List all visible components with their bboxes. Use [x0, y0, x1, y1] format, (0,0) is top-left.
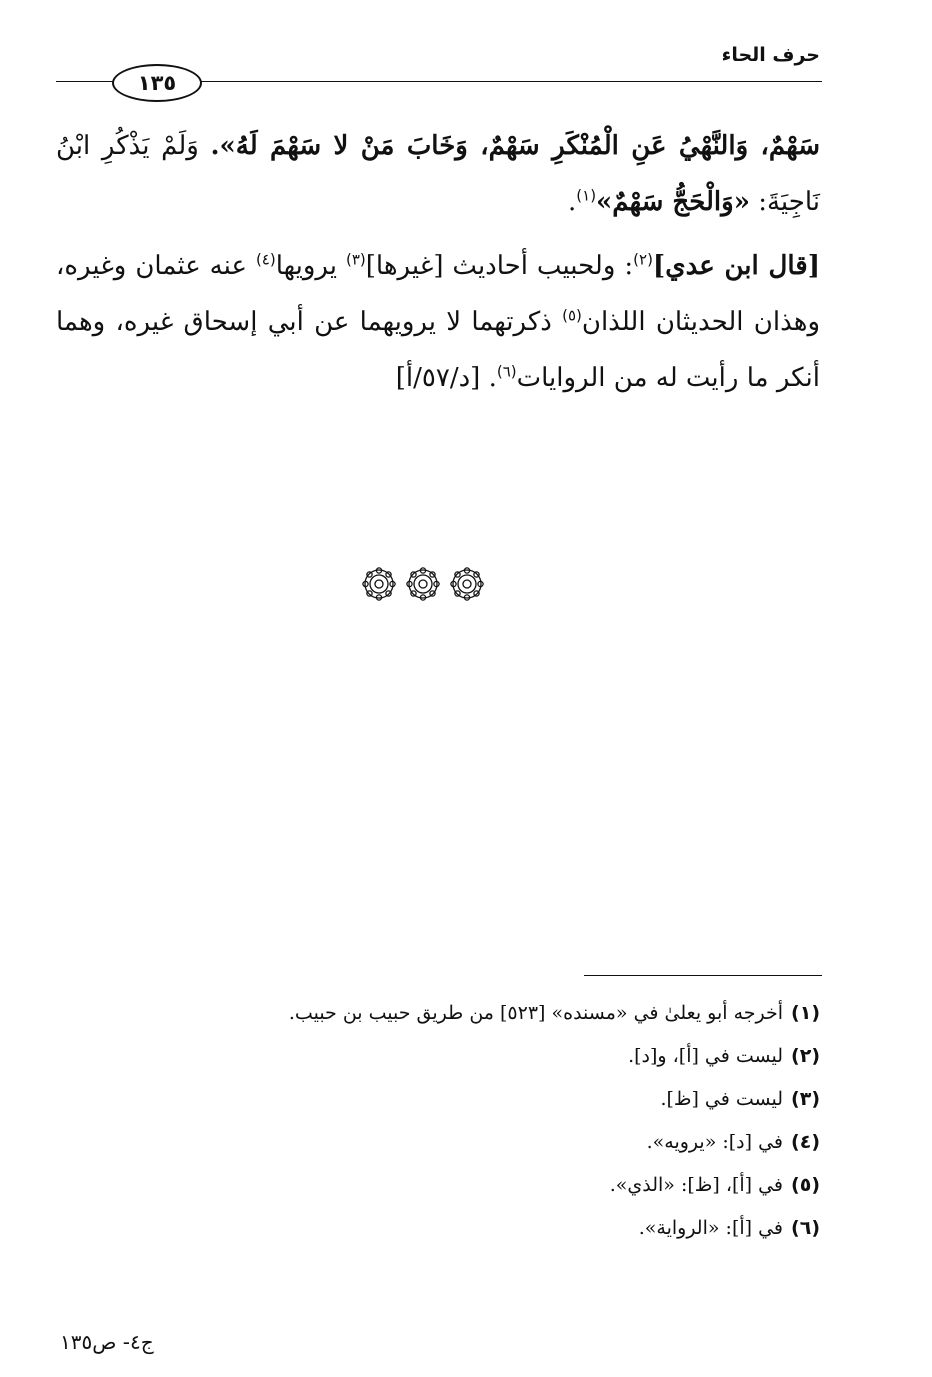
footnote-number: (٣) [791, 1088, 820, 1110]
footnote-item [56, 1078, 820, 1121]
page-number: ١٣٥ [137, 71, 177, 95]
footnote-item [56, 1035, 820, 1078]
footnote-item [56, 992, 820, 1035]
footnote-item [56, 1121, 820, 1164]
footnote-marker-4: (٤) [255, 250, 276, 269]
footnote-marker-5: (٥) [562, 306, 582, 325]
paragraph-text: ذكرتهما لا يرويهما عن أبي إسحاق غيره، وهما أنكر ما رأيت له من الروايات [56, 307, 820, 393]
footnote-number: (١) [791, 1002, 820, 1024]
paragraph-text: وَلَمْ يَذْكُرِ ابْنُ نَاجِيَةَ: [56, 131, 820, 217]
floral-ornament-icon [362, 567, 396, 601]
footnote-number: (٦) [791, 1217, 820, 1239]
ibn-adi-label: [قال ابن عدي] [652, 251, 821, 281]
paragraph-end: . [568, 187, 577, 217]
footnote-number: (٤) [791, 1131, 820, 1153]
footnote-marker-3: (٣) [345, 250, 366, 269]
footnote-text: ليست في [ظ]. [660, 1088, 784, 1110]
footnote-item [56, 1164, 820, 1207]
footnote-text: في [أ]، [ظ]: «الذي». [609, 1174, 784, 1196]
hadith-quote-2: «وَالْحَجُّ سَهْمٌ» [596, 187, 750, 217]
footnote-marker-2: (٢) [633, 250, 653, 269]
footnote-text: في [أ]: «الرواية». [638, 1217, 784, 1239]
paragraph-text: يرويها [275, 251, 346, 281]
chapter-title: حرف الحاء [721, 44, 820, 66]
footnote-separator [584, 975, 822, 976]
footnote-number: (٢) [791, 1045, 820, 1067]
footnote-marker-6: (٦) [496, 362, 517, 381]
footnote-text: أخرجه أبو يعلىٰ في «مسنده» [٥٢٣] من طريق حبيب بن حبيب. [288, 1002, 784, 1024]
floral-ornament-icon [450, 567, 484, 601]
volume-page-reference: ج٤- ص١٣٥ [60, 1330, 154, 1354]
paragraph-2 [56, 238, 820, 406]
floral-ornament-icon [406, 567, 440, 601]
footnote-number: (٥) [791, 1174, 820, 1196]
footnote-item [56, 1207, 820, 1250]
footnote-text: في [د]: «يرويه». [646, 1131, 784, 1153]
main-text [56, 118, 820, 406]
section-divider-ornaments [362, 564, 484, 604]
page-number-badge [112, 64, 202, 102]
footnotes [56, 992, 820, 1250]
footnote-marker-1: (١) [576, 186, 597, 205]
manuscript-ref: . [د/٥٧/أ] [395, 363, 497, 393]
paragraph-text: عنه عثمان وغيره، وهذان الحديثان اللذان [56, 251, 821, 337]
footnote-text: ليست في [أ]، و[د]. [628, 1045, 784, 1067]
hadith-quote: سَهْمٌ، وَالنَّهْيُ عَنِ الْمُنْكَرِ سَهْمٌ، وَخَابَ مَنْ لا سَهْمَ لَهُ». [210, 131, 820, 161]
paragraph-text: : ولحبيب أحاديث [غيرها] [365, 251, 634, 281]
paragraph-1 [56, 118, 820, 230]
